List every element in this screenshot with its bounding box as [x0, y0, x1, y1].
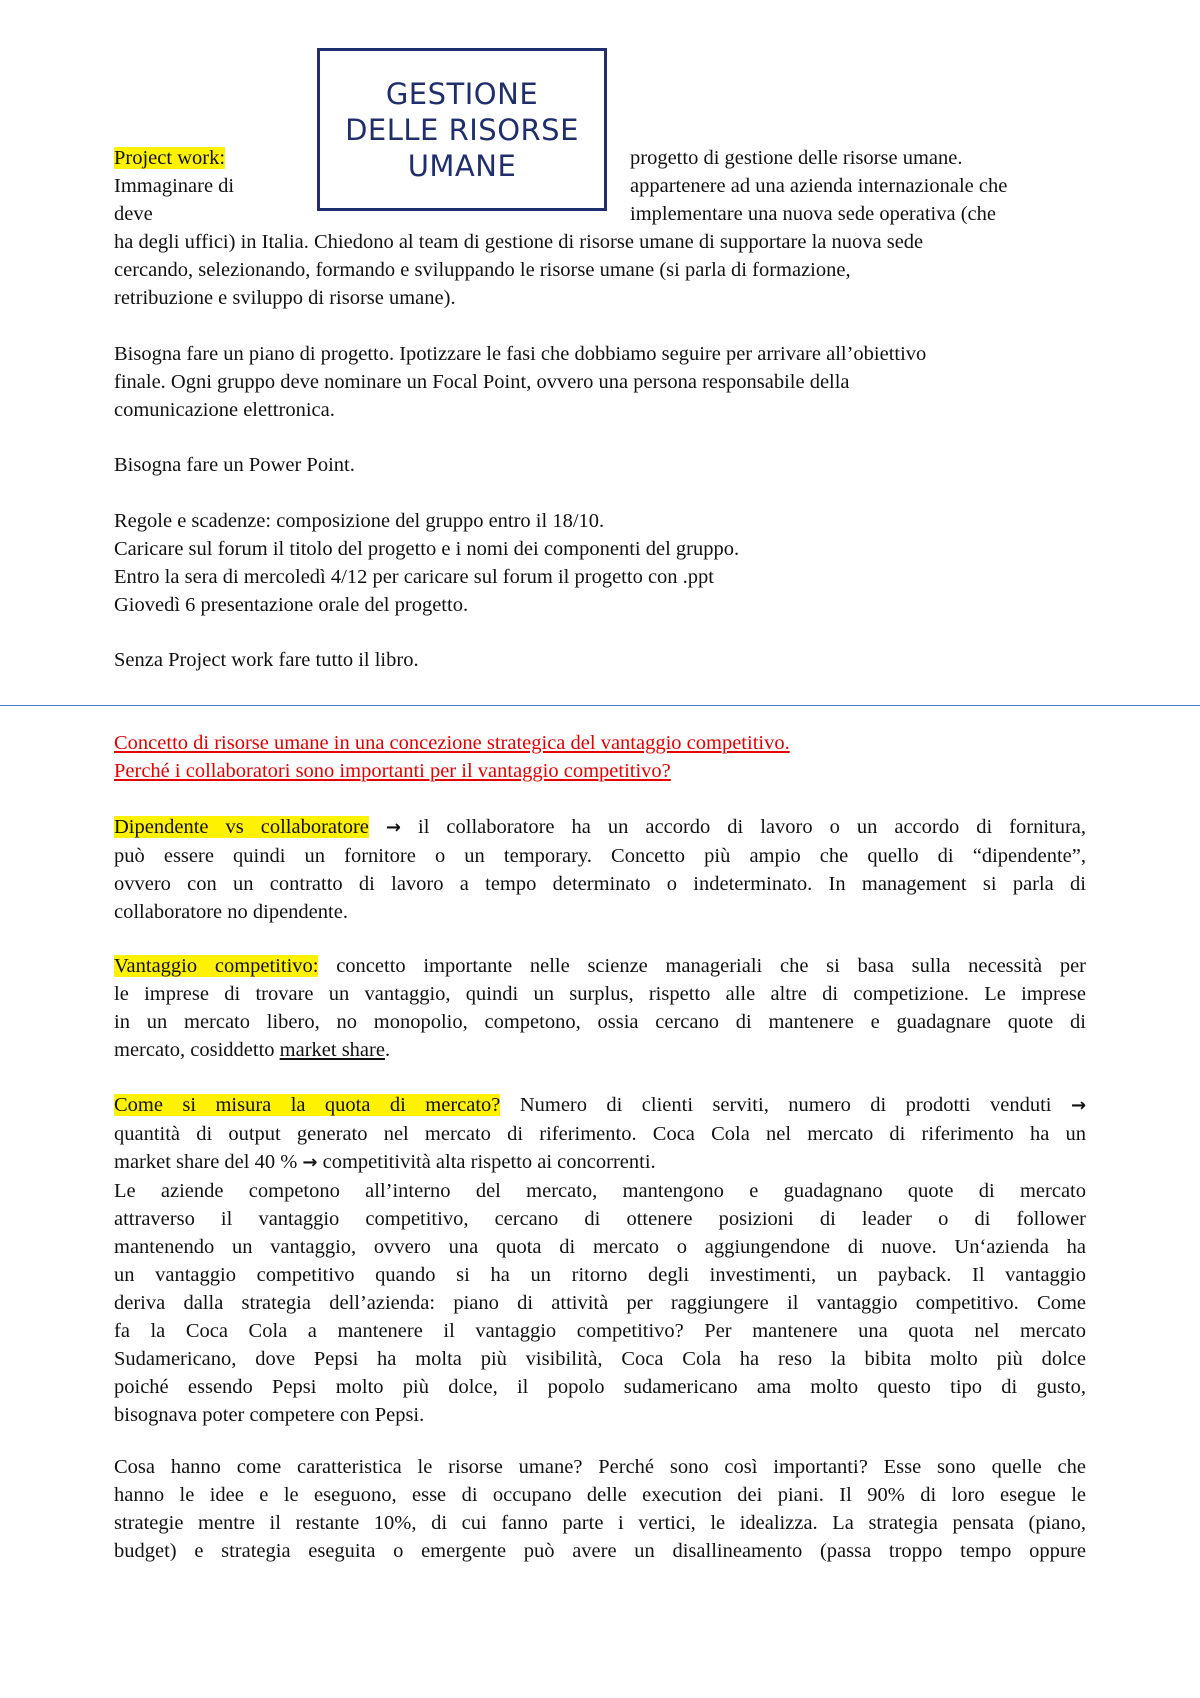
text-line: collaboratore no dipendente. — [114, 901, 348, 923]
text-line: Cosa hanno come caratteristica le risorse umane? Perché sono così importanti? Esse sono quelle che — [114, 1456, 1086, 1478]
arrow-right-icon: → — [302, 1152, 318, 1173]
project-line-2-left: Immaginare di — [114, 175, 235, 197]
project-line-3-right: implementare una nuova sede operativa (che — [630, 203, 996, 225]
project-line-1-right: progetto di gestione delle risorse umane. — [630, 147, 963, 169]
risorse-paragraph — [114, 1453, 1086, 1565]
text-line: Entro la sera di mercoledì 4/12 per caricare sul forum il progetto con .ppt — [114, 566, 714, 588]
text-line: finale. Ogni gruppo deve nominare un Focal Point, ovvero una persona responsabile della — [114, 371, 850, 393]
project-line-2 — [114, 172, 1074, 200]
text-span: il collaboratore ha un accordo di lavoro o un accordo di fornitura, — [418, 816, 1087, 838]
project-line-2-right: appartenere ad una azienda internazionale che — [630, 175, 1008, 197]
text-line: Regole e scadenze: composizione del gruppo entro il 18/10. — [114, 510, 605, 532]
text-line: un vantaggio competitivo quando si ha un ritorno degli investimenti, un payback. Il vantaggio — [114, 1264, 1086, 1286]
text-line: budget) e strategia eseguita o emergente può avere un disallineamento (passa troppo tempo oppure — [114, 1540, 1086, 1562]
text-span: market share del 40 % — [114, 1151, 298, 1173]
text-span: mercato, cosiddetto — [114, 1039, 280, 1061]
dipendente-label: Dipendente vs collaboratore — [114, 816, 369, 838]
quota-label: Come si misura la quota di mercato? — [114, 1094, 501, 1116]
text-span: Numero di clienti serviti, numero di prodotti venduti — [519, 1094, 1052, 1116]
arrow-right-icon: → — [1070, 1095, 1087, 1116]
title-line-3: UMANE — [407, 148, 517, 183]
text-line: fa la Coca Cola a mantenere il vantaggio competitivo? Per mantenere una quota nel mercato — [114, 1320, 1086, 1342]
project-paragraph-5 — [114, 646, 1086, 674]
text-line: bisognava poter competere con Pepsi. — [114, 1404, 425, 1426]
text-line: Sudamericano, dove Pepsi ha molta più visibilità, Coca Cola ha reso la bibita molto più dolce — [114, 1348, 1086, 1370]
dipendente-paragraph — [114, 813, 1086, 926]
text-line: ha degli uffici) in Italia. Chiedono al team di gestione di risorse umane di supportare la nuova sede — [114, 231, 924, 253]
text-line: retribuzione e sviluppo di risorse umane). — [114, 287, 456, 309]
text-line: in un mercato libero, no monopolio, competono, ossia cercano di mantenere e guadagnare quote di — [114, 1011, 1086, 1033]
project-paragraph-1-cont — [114, 228, 1086, 312]
text-line: Senza Project work fare tutto il libro. — [114, 649, 419, 671]
project-work-label: Project work: — [114, 147, 226, 169]
text-line: Bisogna fare un Power Point. — [114, 454, 355, 476]
text-span: concetto importante nelle scienze manageriali che si basa sulla necessità per — [336, 955, 1087, 977]
title-line-2: DELLE RISORSE — [345, 112, 579, 147]
title-line-1: GESTIONE — [385, 76, 539, 111]
text-line: Le aziende competono all’interno del mercato, mantengono e guadagnano quote di mercato — [114, 1180, 1086, 1202]
market-share-term: market share — [279, 1039, 385, 1061]
text-line: strategie mentre il restante 10%, di cui fanno parte i vertici, le idealizza. La strategia pensata (piano, — [114, 1512, 1086, 1534]
project-line-3 — [114, 200, 1074, 228]
rules-paragraph — [114, 507, 1086, 619]
text-line: Giovedì 6 presentazione orale del progetto. — [114, 594, 469, 616]
text-line: le imprese di trovare un vantaggio, quindi un surplus, rispetto alle altre di competizione. Le imprese — [114, 983, 1086, 1005]
text-line: Caricare sul forum il titolo del progetto e i nomi dei componenti del gruppo. — [114, 538, 740, 560]
text-line: quantità di output generato nel mercato di riferimento. Coca Cola nel mercato di riferimento ha un — [114, 1123, 1086, 1145]
text-line: comunicazione elettronica. — [114, 399, 335, 421]
text-span: . — [384, 1039, 391, 1061]
text-line: deriva dalla strategia dell’azienda: piano di attività per raggiungere il vantaggio competitivo. Come — [114, 1292, 1086, 1314]
project-paragraph-2 — [114, 340, 1086, 424]
page-divider — [0, 705, 1200, 706]
text-line: può essere quindi un fornitore o un temporary. Concetto più ampio che quello di “dipendente”, — [114, 845, 1086, 867]
vantaggio-paragraph — [114, 952, 1086, 1064]
project-line-1 — [114, 144, 1074, 172]
text-span: competitività alta rispetto ai concorrenti. — [322, 1151, 656, 1173]
section-heading — [114, 729, 1086, 785]
text-line: poiché essendo Pepsi molto più dolce, il popolo sudamericano ama molto questo tipo di gusto, — [114, 1376, 1086, 1398]
project-paragraph-3 — [114, 451, 1086, 479]
text-line: ovvero con un contratto di lavoro a tempo determinato o indeterminato. In management si parla di — [114, 873, 1086, 895]
project-line-3-left: deve — [114, 203, 153, 225]
arrow-right-icon: → — [385, 817, 401, 838]
heading-line-1: Concetto di risorse umane in una concezione strategica del vantaggio competitivo. — [114, 732, 790, 754]
text-line: hanno le idee e le eseguono, esse di occupano delle execution dei piani. Il 90% di loro esegue le — [114, 1484, 1086, 1506]
text-line: mantenendo un vantaggio, ovvero una quota di mercato o aggiungendone di nuove. Un‘azienda ha — [114, 1236, 1086, 1258]
quota-paragraph — [114, 1091, 1086, 1429]
vantaggio-label: Vantaggio competitivo: — [114, 955, 319, 977]
text-line: Bisogna fare un piano di progetto. Ipotizzare le fasi che dobbiamo seguire per arrivare all’obiettivo — [114, 343, 927, 365]
text-line: attraverso il vantaggio competitivo, cercano di ottenere posizioni di leader o di follower — [114, 1208, 1086, 1230]
text-line: cercando, selezionando, formando e sviluppando le risorse umane (si parla di formazione, — [114, 259, 851, 281]
heading-line-2: Perché i collaboratori sono importanti per il vantaggio competitivo? — [114, 760, 671, 782]
